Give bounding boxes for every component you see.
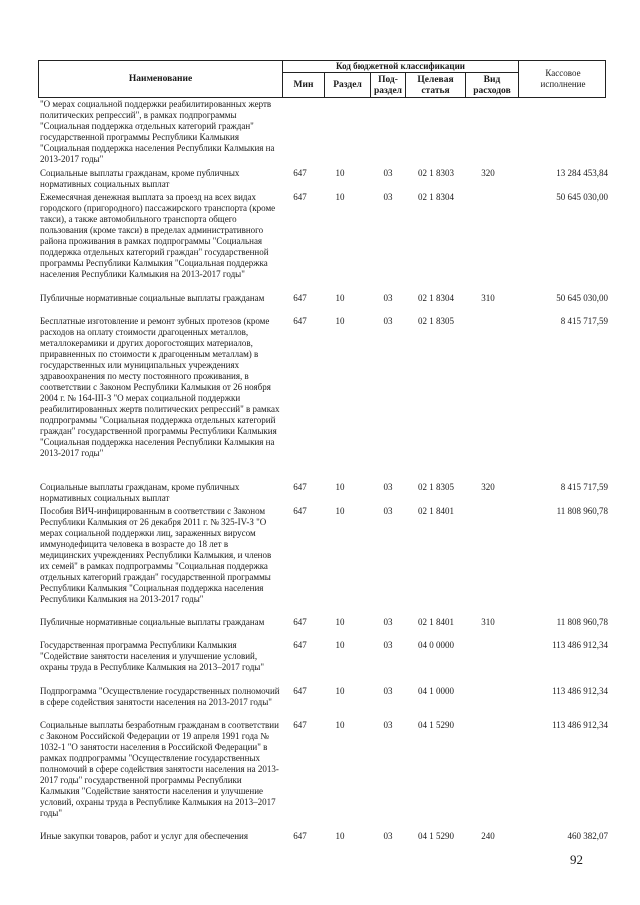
header-vid: Вид расходов (465, 73, 518, 98)
row-min: 647 (293, 640, 307, 650)
row-min: 647 (293, 617, 307, 627)
row-celevaya: 02 1 8305 (418, 482, 454, 492)
row-name: Публичные нормативные социальные выплаты гражданам (40, 293, 265, 303)
header-name: Наименование (128, 74, 193, 84)
row-razdel: 10 (335, 506, 345, 516)
row-celevaya: 02 1 8401 (418, 617, 454, 627)
row-amount: 50 645 030,00 (556, 192, 608, 202)
row-min: 647 (293, 686, 307, 696)
page-number: 92 (570, 852, 583, 867)
row-name: Пособия ВИЧ-инфицированным в соответствии с Законом Республики Калмыкия от 26 декабря 2011 г. № 325-IV-З "О мерах социальной поддержки лиц, зараженных вирусом иммунодефицита человека в возрасте до 18 лет в медицинских учреждениях Республики Калмыкия, и членов их семей" в рамках подпрограммы "Социальная поддержка отдельных категорий граждан" государственной программы Республики Калмыкия "Социальная поддержка населения Республики Калмыкия на 2013-2017 годы" (40, 506, 272, 604)
row-podrazdel: 03 (383, 686, 393, 696)
row-name: Государственная программа Республики Калмыкия "Содействие занятости населения и улучшение условий, охраны труда в Республике Калмыкия на 2013–2017 годы" (40, 640, 265, 672)
row-amount: 11 808 960,78 (556, 617, 608, 627)
row-razdel: 10 (335, 617, 345, 627)
row-razdel: 10 (335, 293, 345, 303)
row-name: Социальные выплаты гражданам, кроме публичных нормативных социальных выплат (40, 482, 240, 503)
row-podrazdel: 03 (383, 617, 393, 627)
row-amount: 13 284 453,84 (556, 168, 608, 178)
row-min: 647 (293, 192, 307, 202)
row-razdel: 10 (335, 686, 345, 696)
row-celevaya: 04 1 5290 (418, 831, 454, 841)
row-razdel: 10 (335, 720, 345, 730)
row-podrazdel: 03 (383, 831, 393, 841)
row-name: Подпрограмма "Осуществление государственных полномочий в сфере содействия занятости населения на 2013-2017 годы" (40, 686, 280, 707)
row-amount: 113 486 912,34 (552, 640, 608, 650)
row-amount: 50 645 030,00 (556, 293, 608, 303)
row-celevaya: 02 1 8304 (418, 192, 454, 202)
row-amount: 113 486 912,34 (552, 720, 608, 730)
table-header (38, 60, 606, 98)
row-amount: 113 486 912,34 (552, 686, 608, 696)
header-kassovoe: Кассовое исполнение (518, 61, 607, 97)
row-name: Публичные нормативные социальные выплаты гражданам (40, 617, 265, 627)
row-vid: 240 (481, 831, 495, 841)
row-amount: 460 382,07 (567, 831, 608, 841)
header-razdel: Раздел (324, 73, 370, 98)
row-razdel: 10 (335, 640, 345, 650)
row-razdel: 10 (335, 192, 345, 202)
row-celevaya: 02 1 8303 (418, 168, 454, 178)
row-vid: 310 (481, 293, 495, 303)
row-amount: 8 415 717,59 (560, 316, 608, 326)
row-podrazdel: 03 (383, 720, 393, 730)
row-celevaya: 04 1 0000 (418, 686, 454, 696)
row-min: 647 (293, 168, 307, 178)
row-podrazdel: 03 (383, 506, 393, 516)
row-min: 647 (293, 316, 307, 326)
row-podrazdel: 03 (383, 293, 393, 303)
row-amount: 11 808 960,78 (556, 506, 608, 516)
row-podrazdel: 03 (383, 640, 393, 650)
header-celevaya: Целевая статья (405, 73, 465, 98)
row-name: Иные закупки товаров, работ и услуг для обеспечения (40, 831, 248, 841)
row-celevaya: 02 1 8401 (418, 506, 454, 516)
row-celevaya: 04 1 5290 (418, 720, 454, 730)
row-min: 647 (293, 482, 307, 492)
row-vid: 320 (481, 482, 495, 492)
row-celevaya: 02 1 8304 (418, 293, 454, 303)
row-min: 647 (293, 720, 307, 730)
row-vid: 310 (481, 617, 495, 627)
row-name: Ежемесячная денежная выплата за проезд на всех видах городского (пригородного) пассажирского транспорта (кроме такси), а также автомобильного транспорта общего пользования (кроме такси) в пределах административного района проживания в рамках подпрограммы "Социальная поддержка отдельных категорий граждан" государственной программы Республики Калмыкия "Социальная поддержка населения Республики Калмыкия на 2013-2017 годы" (40, 192, 276, 279)
row-celevaya: 04 0 0000 (418, 640, 454, 650)
row-min: 647 (293, 506, 307, 516)
row-name: "О мерах социальной поддержки реабилитированных жертв политических репрессий", в рамках подпрограммы "Социальная поддержка отдельных категорий граждан" государственной программы Республики Калмыкия "Социальная поддержка населения Республики Калмыкия на 2013-2017 годы" (40, 99, 275, 164)
row-podrazdel: 03 (383, 316, 393, 326)
row-amount: 8 415 717,59 (560, 482, 608, 492)
row-razdel: 10 (335, 316, 345, 326)
row-name: Социальные выплаты безработным гражданам в соответствии с Законом Российской Федерации от 19 апреля 1991 года № 1032-1 "О занятости населения в Российской Федерации" в рамках подпрограммы "Осуществление государственных полномочий в сфере содействия занятости населения на 2013-2017 годы" государственной программы Республики Калмыкия "Содействие занятости населения и улучшение условий, охраны труда в Республике Калмыкия на 2013–2017 годы" (40, 720, 279, 818)
header-podrazdel: Под- раздел (370, 73, 405, 98)
row-razdel: 10 (335, 482, 345, 492)
row-name: Социальные выплаты гражданам, кроме публичных нормативных социальных выплат (40, 168, 240, 189)
header-code-group: Код бюджетной классификации (282, 61, 518, 73)
row-podrazdel: 03 (383, 482, 393, 492)
row-podrazdel: 03 (383, 192, 393, 202)
row-razdel: 10 (335, 168, 345, 178)
row-min: 647 (293, 293, 307, 303)
header-min: Мин (282, 73, 324, 98)
row-razdel: 10 (335, 831, 345, 841)
row-podrazdel: 03 (383, 168, 393, 178)
row-min: 647 (293, 831, 307, 841)
row-name: Бесплатные изготовление и ремонт зубных протезов (кроме расходов на оплату стоимости драгоценных металлов, металлокерамики и других дорогостоящих материалов, приравненных по стоимости к драгоценным металлам) в государственных или муниципальных учреждениях здравоохранения по месту постоянного проживания, в соответствии с Законом Республики Калмыкия от 26 ноября 2004 г. № 164-III-З "О мерах социальной поддержки реабилитированных жертв политических репрессий" в рамках подпрограммы "Социальная поддержка отдельных категорий граждан" государственной программы Республики Калмыкия "Социальная поддержка населения Республики Калмыкия на 2013-2017 годы" (40, 316, 280, 458)
row-celevaya: 02 1 8305 (418, 316, 454, 326)
row-vid: 320 (481, 168, 495, 178)
